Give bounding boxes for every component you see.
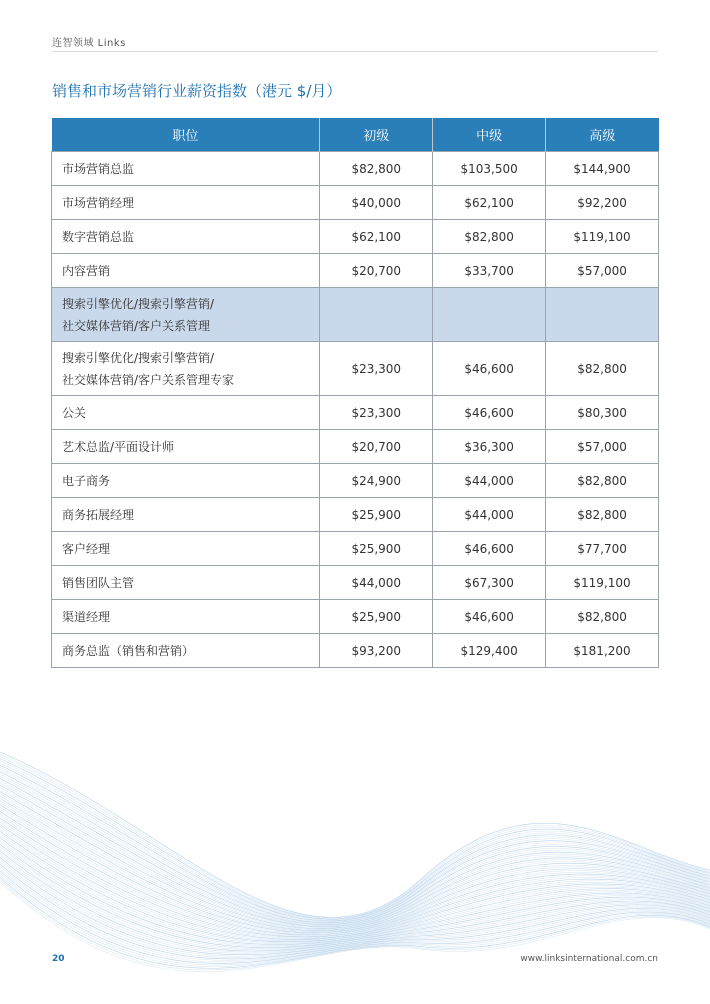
senior-salary-cell: $57,000 — [546, 254, 659, 288]
position-line: 社交媒体营销/客户关系管理专家 — [62, 372, 235, 387]
position-cell — [52, 600, 320, 634]
junior-salary-cell: $93,200 — [320, 634, 433, 668]
footer-url: www.linksinternational.com.cn — [520, 954, 658, 964]
table-row — [52, 566, 659, 600]
table-row — [52, 600, 659, 634]
senior-salary-cell: $77,700 — [546, 532, 659, 566]
junior-salary-cell: $23,300 — [320, 342, 433, 396]
page-title: 销售和市场营销行业薪资指数（港元 $/月） — [52, 82, 342, 100]
senior-salary-cell: $144,900 — [546, 152, 659, 186]
mid-salary-cell: $62,100 — [433, 186, 546, 220]
junior-salary-cell: $25,900 — [320, 532, 433, 566]
senior-salary-cell: $82,800 — [546, 464, 659, 498]
wave-line — [0, 763, 710, 920]
senior-salary-cell: $181,200 — [546, 634, 659, 668]
column-header-mid: 中级 — [433, 118, 546, 152]
junior-salary-cell: $62,100 — [320, 220, 433, 254]
mid-salary-cell — [433, 288, 546, 342]
position-cell — [52, 254, 320, 288]
salary-table — [51, 118, 659, 668]
wave-line — [0, 778, 710, 924]
junior-salary-cell: $40,000 — [320, 186, 433, 220]
junior-salary-cell — [320, 288, 433, 342]
mid-salary-cell: $44,000 — [433, 498, 546, 532]
mid-salary-cell: $46,600 — [433, 600, 546, 634]
mid-salary-cell: $33,700 — [433, 254, 546, 288]
mid-salary-cell: $46,600 — [433, 532, 546, 566]
position-line: 艺术总监/平面设计师 — [62, 439, 175, 454]
position-line: 商务拓展经理 — [62, 507, 135, 522]
junior-salary-cell: $20,700 — [320, 430, 433, 464]
position-line: 数字营销总监 — [62, 229, 135, 244]
position-line: 电子商务 — [62, 473, 111, 488]
column-header-position: 职位 — [52, 118, 320, 152]
senior-salary-cell: $82,800 — [546, 498, 659, 532]
table-row — [52, 532, 659, 566]
table-row — [52, 396, 659, 430]
mid-salary-cell: $103,500 — [433, 152, 546, 186]
senior-salary-cell: $119,100 — [546, 220, 659, 254]
position-cell — [52, 186, 320, 220]
senior-salary-cell: $80,300 — [546, 396, 659, 430]
wave-line — [0, 759, 710, 920]
table-row — [52, 634, 659, 668]
position-cell — [52, 430, 320, 464]
position-line: 社交媒体营销/客户关系管理 — [62, 318, 211, 333]
senior-salary-cell — [546, 288, 659, 342]
mid-salary-cell: $44,000 — [433, 464, 546, 498]
senior-salary-cell: $119,100 — [546, 566, 659, 600]
wave-line — [0, 783, 710, 926]
junior-salary-cell: $82,800 — [320, 152, 433, 186]
position-line: 公关 — [62, 405, 87, 420]
table-row — [52, 288, 659, 342]
table-row — [52, 186, 659, 220]
table-row — [52, 430, 659, 464]
table-row — [52, 342, 659, 396]
mid-salary-cell: $46,600 — [433, 342, 546, 396]
position-line: 市场营销总监 — [62, 161, 135, 176]
junior-salary-cell: $44,000 — [320, 566, 433, 600]
senior-salary-cell: $92,200 — [546, 186, 659, 220]
position-cell — [52, 342, 320, 396]
wave-line — [0, 772, 710, 923]
senior-salary-cell: $82,800 — [546, 342, 659, 396]
position-cell — [52, 288, 320, 342]
table-row — [52, 464, 659, 498]
column-header-senior: 高级 — [546, 118, 659, 152]
junior-salary-cell: $25,900 — [320, 600, 433, 634]
position-cell — [52, 498, 320, 532]
position-line: 搜索引擎优化/搜索引擎营销/ — [62, 296, 215, 311]
position-line: 渠道经理 — [62, 609, 111, 624]
table-body — [52, 152, 659, 668]
position-cell — [52, 152, 320, 186]
mid-salary-cell: $36,300 — [433, 430, 546, 464]
junior-salary-cell: $20,700 — [320, 254, 433, 288]
column-header-junior: 初级 — [320, 118, 433, 152]
senior-salary-cell: $82,800 — [546, 600, 659, 634]
junior-salary-cell: $23,300 — [320, 396, 433, 430]
position-line: 市场营销经理 — [62, 195, 135, 210]
position-cell — [52, 464, 320, 498]
mid-salary-cell: $82,800 — [433, 220, 546, 254]
position-cell — [52, 220, 320, 254]
header-label: 连智领域 Links — [52, 38, 126, 49]
position-cell — [52, 396, 320, 430]
position-cell — [52, 532, 320, 566]
senior-salary-cell: $57,000 — [546, 430, 659, 464]
mid-salary-cell: $67,300 — [433, 566, 546, 600]
junior-salary-cell: $24,900 — [320, 464, 433, 498]
table-header-row — [52, 118, 659, 152]
position-line: 销售团队主管 — [62, 575, 135, 590]
table-row — [52, 498, 659, 532]
table-row — [52, 254, 659, 288]
mid-salary-cell: $129,400 — [433, 634, 546, 668]
mid-salary-cell: $46,600 — [433, 396, 546, 430]
position-line: 客户经理 — [62, 541, 111, 556]
table-row — [52, 220, 659, 254]
junior-salary-cell: $25,900 — [320, 498, 433, 532]
position-line: 商务总监（销售和营销） — [62, 643, 195, 658]
position-cell — [52, 634, 320, 668]
table-row — [52, 152, 659, 186]
position-line: 内容营销 — [62, 263, 111, 278]
position-cell — [52, 566, 320, 600]
page-number: 20 — [52, 954, 65, 964]
header-divider — [52, 51, 658, 52]
position-line: 搜索引擎优化/搜索引擎营销/ — [62, 350, 215, 365]
